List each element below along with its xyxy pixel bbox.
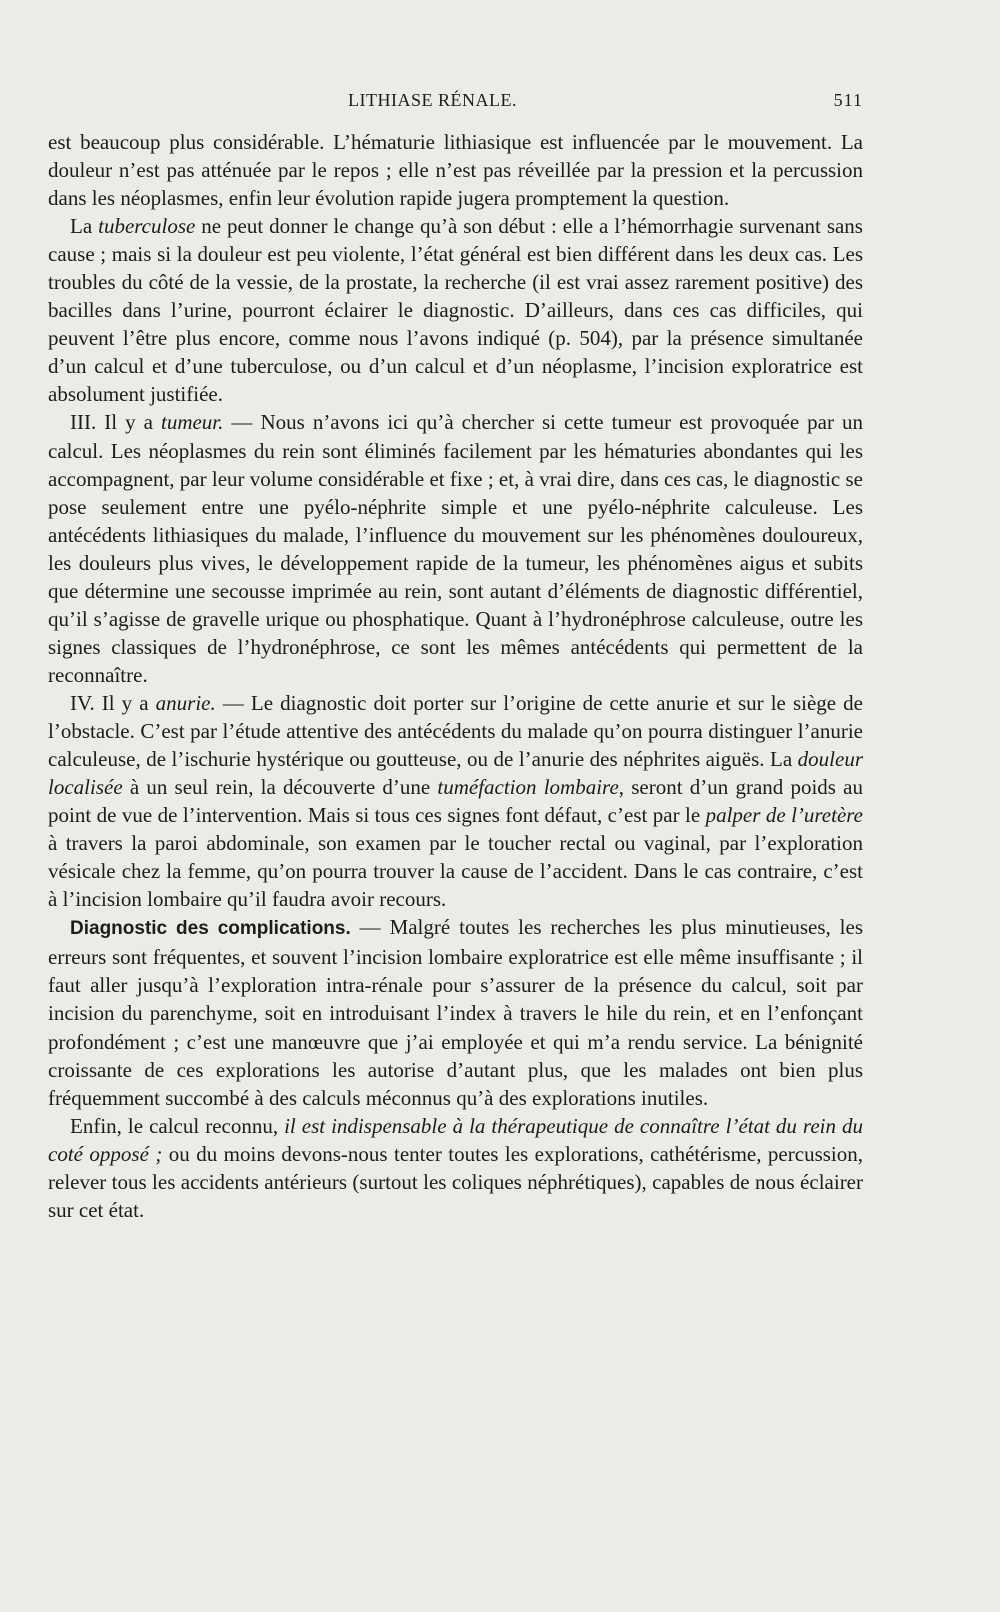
italic-text: tuméfaction lombaire [437, 775, 619, 800]
paragraph-text: ne peut donner le change qu’à son début : elle a l’hémorrhagie survenant sans cause ; mais si la douleur est peu violente, l’état général est bien différent dans les deux cas. Les troubles du côté de la vessie, de la prostate, la recherche (il est vrai assez rarement positive) des bacilles dans l’urine, pourront éclairer le diagnostic. D’ailleurs, dans ces cas difficiles, qui peuvent l’être plus encore, comme nous l’avons indiqué (p. 504), par la présence simultanée d’un calcul et d’une tuberculose, ou d’un calcul et d’un néoplasme, l’incision exploratrice est absolument justifiée. [48, 214, 863, 407]
page-number: 511 [833, 90, 863, 110]
paragraph [48, 128, 863, 212]
paragraph-text: Enfin, le calcul reconnu, [70, 1113, 285, 1138]
paragraph-text: ou du moins devons-nous tenter toutes les explorations, cathétérisme, percussion, relever tous les accidents antérieurs (surtout les coliques néphrétiques), capables de nous éclairer sur cet état. [48, 1141, 863, 1222]
paragraph-text: , seront d’un grand poids au point de vue de l’intervention. Mais si tous ces signes font défaut, c’est par le [48, 775, 863, 828]
paragraph [48, 212, 863, 408]
running-title: LITHIASE RÉNALE. [348, 90, 517, 110]
paragraph-text: — Nous n’avons ici qu’à chercher si cette tumeur est provoquée par un calcul. Les néoplasmes du rein sont éliminés facilement par les hématuries abondantes qui les accompagnent, par leur volume considérable et fixe ; et, à vrai dire, dans ces cas, le diagnostic se pose seulement entre une pyélo-néphrite simple et une pyélo-néphrite calculeuse. Les antécédents lithiasiques du malade, l’influence du mouvement sur les phénomènes douloureux, les douleurs plus vives, le développement rapide de la tumeur, les phénomènes aigus et subits que détermine une secousse imprimée au rein, sont autant d’éléments de diagnostic différentiel, qu’il s’agisse de gravelle urique ou phosphatique. Quant à l’hydronéphrose calculeuse, outre les signes classiques de l’hydronéphrose, ce sont les mêmes antécédents qui permettent de la reconnaître. [48, 410, 863, 687]
paragraph [48, 408, 863, 688]
section-heading: Diagnostic des complications. [70, 918, 351, 940]
paragraph-text: La [70, 214, 99, 239]
paragraph-text: à un seul rein, la découverte d’une [122, 775, 438, 800]
paragraph-text: III. Il y a [70, 410, 161, 435]
italic-text: tumeur. [160, 410, 224, 435]
paragraph [48, 1112, 863, 1224]
italic-text: palper de l’uretère [705, 803, 863, 828]
paragraph [48, 689, 863, 913]
running-header [48, 90, 863, 118]
italic-text: tuberculose [98, 214, 196, 239]
paragraph-text: IV. Il y a [70, 690, 156, 715]
paragraph-text: — Le diagnostic doit porter sur l’origine de cette anurie et sur le siège de l’obstacle. C’est par l’étude attentive des antécédents du malade qu’on pourra distinguer l’anurie calculeuse, de l’ischurie hystérique ou goutteuse, ou de l’anurie des néphrites aiguës. La [48, 690, 863, 772]
paragraph-text: est beaucoup plus considérable. L’hématurie lithiasique est influencée par le mouvement. La douleur n’est pas atténuée par le repos ; elle n’est pas réveillée par la pression et la percussion dans les néoplasmes, enfin leur évolution rapide jugera promptement la question. [48, 130, 863, 211]
italic-text: douleur localisée [48, 747, 863, 800]
page-body [48, 128, 863, 1224]
paragraph-text: — Malgré toutes les recherches les plus minutieuses, les erreurs sont fréquentes, et souvent l’incision lombaire exploratrice est elle même insuffisante ; il faut aller jusqu’à l’exploration intra-rénale pour s’assurer de la présence du calcul, soit par incision du parenchyme, soit en introduisant l’index à travers le hile du rein, et en l’enfonçant profondément ; c’est une manœuvre que j’ai employée et qui m’a rendu service. La bénignité croissante de ces explorations les autorise d’autant plus, que les malades ont bien plus fréquemment succombé à des calculs méconnus qu’à des explorations inutiles. [48, 915, 864, 1110]
paragraph-text: à travers la paroi abdominale, son examen par le toucher rectal ou vaginal, par l’exploration vésicale chez la femme, qu’on pourra trouver la cause de l’accident. Dans le cas contraire, c’est à l’incision lombaire qu’il faudra avoir recours. [48, 831, 863, 912]
italic-text: anurie. [155, 690, 216, 715]
paragraph [48, 913, 863, 1111]
italic-text: il est indispensable à la thérapeutique de connaître l’état du rein du coté opposé ; [48, 1113, 863, 1166]
